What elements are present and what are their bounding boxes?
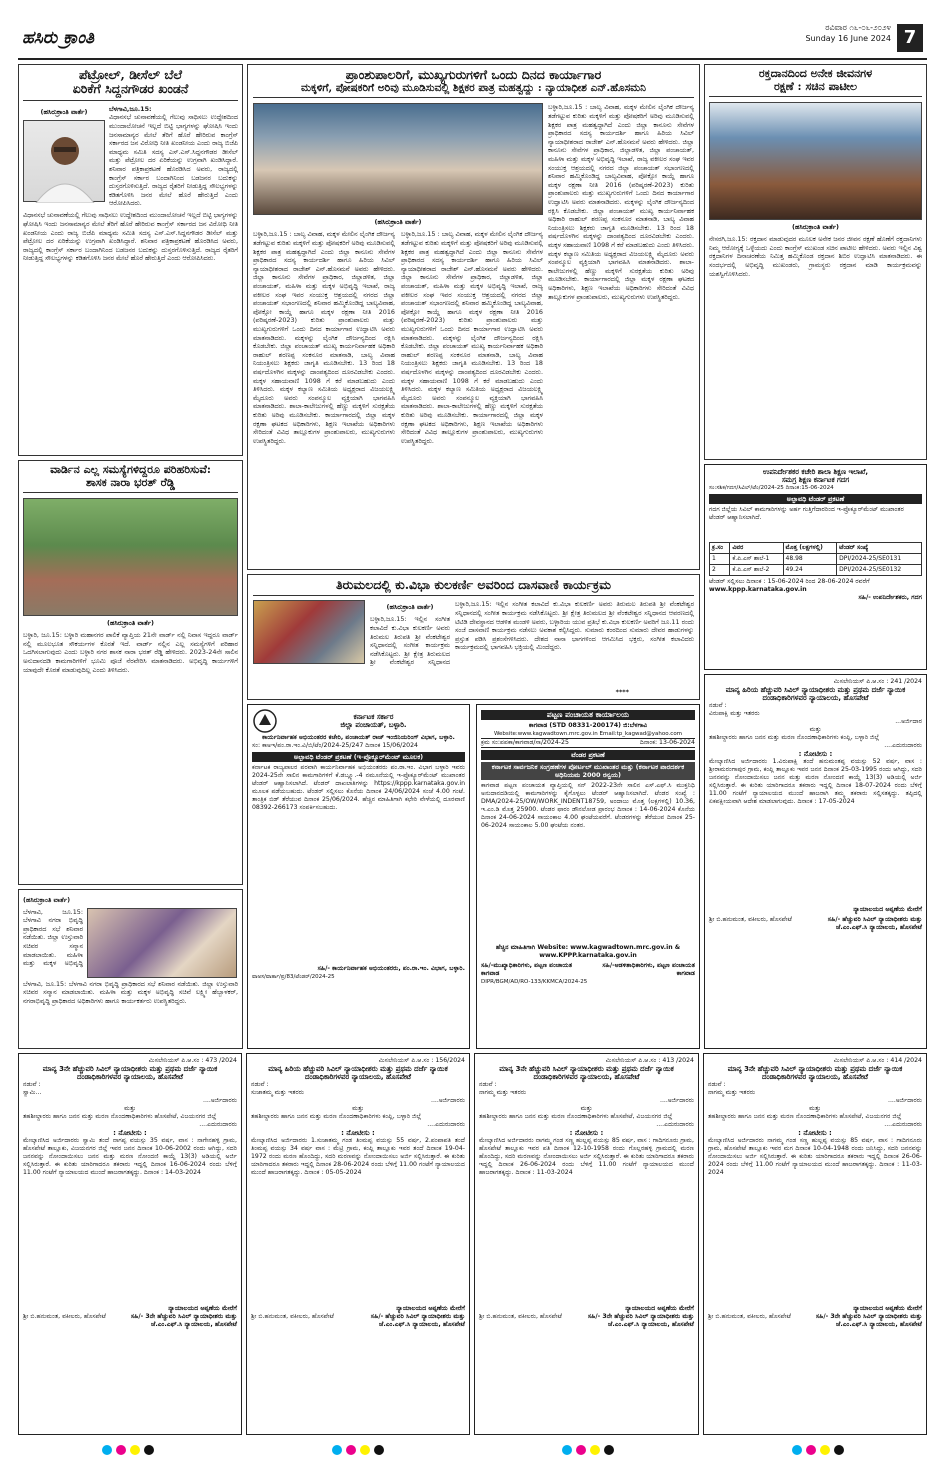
table-cell: 48.98 [783, 554, 837, 565]
article-blood-donation [704, 64, 927, 460]
article-body: ನೇಸರಗಿ,ಜೂ.15: ರಕ್ತದಾನ ಮಾಡುವುದರ ಮೂಲಕ ಅನೇಕ ಜನರ ಜೀವನ ರಕ್ಷಣೆ ಹೊಣೆಗೆ ರಕ್ತದಾನಿಗಳು ನಿಮ್ಮ ಆರೋಗ್ಯಕ್ಕೆ ಒಳ್ಳೆಯದು ಎಂದು ಕಾಂಗ್ರೆಸ್ ಮುಖಂಡ ಸಚಿನ ಪಾಟೀಲ ಹೇಳಿದರು. ಅವರು ಇಲ್ಲಿನ ವಿಶ್ವ ರಕ್ತದಾನಿಗಳ ದಿನಾಚರಣೆಯ ನಿಮಿತ್ತ ಹಮ್ಮಿಕೊಂಡ ರಕ್ತದಾನ ಶಿಬಿರ ಉದ್ಘಾಟಿಸಿ ಮಾತನಾಡಿದರು. ಈ ಸಂದರ್ಭದಲ್ಲಿ ಅಭಿವೃದ್ಧಿ ಮುಖಂಡರು, ಗ್ರಾಮಸ್ಥರು ರಕ್ತದಾನ ಮಾಡಿ ಕಾರ್ಯಕ್ರಮವನ್ನು ಯಶಸ್ವಿಗೊಳಿಸಿದರು. [709, 235, 922, 278]
tender-signature: ಸಹಿ/- ಕಾರ್ಯನಿರ್ವಾಹಕ ಅಭಿಯಂತರರು, ಪಂ.ರಾ.ಇಂ. ವಿಭಾಗ, ಬಳ್ಳಾರಿ. [317, 965, 465, 972]
tender-footer: DIPR/BGM/AD/RO-133/KKMCA/2024-25 [481, 979, 588, 985]
black-dot-icon [604, 1445, 614, 1455]
petitioner: ನಾಗಮ್ಮ ಮತ್ತು ಇತರರು [479, 1089, 527, 1096]
government-emblem-icon [252, 708, 278, 734]
petitioner: ವಿರುಪಾಕ್ಷಿ ಮತ್ತು ಇತರರು [709, 710, 760, 717]
label-and: ಮತ್ತು [580, 1105, 593, 1112]
issue-date [805, 22, 891, 44]
tender-signature: ಸಹಿ/- ಉಪನಿರ್ದೇಶಕರು, ಗದಗ [858, 594, 922, 601]
respondent: ತಹಶೀಲ್ದಾರರು ಹಾಗೂ ಜನನ ಮತ್ತು ಮರಣ ನೊಂದಣಾಧಿಕಾರಿಗಳು ಕಂಪ್ಲಿ, ಬಳ್ಳಾರಿ ಜಿಲ್ಲೆ [251, 1113, 422, 1120]
table-header: ಮೊತ್ತ (ಲಕ್ಷಗಳಲ್ಲಿ) [783, 543, 837, 554]
article-principal [247, 64, 700, 570]
article-headline: ರಕ್ತದಾನದಿಂದ ಅನೇಕ ಜೀವನಗಳ [758, 67, 873, 80]
court-notice-241 [704, 674, 927, 1049]
advocate-sign: ಶ್ರೀ ಬಿ.ಹನುಮಂತ, ವಕೀಲರು, ಹೊಸಪೇಟೆ [708, 1313, 791, 1320]
case-number: ಮಿಸಲೇನಿಯಸ್ ಪಿ.ಆ.ಸಂ : 241 /2024 [833, 678, 922, 685]
notice-body: ಮೇಲ್ಕಾಣಿಸಿದ ಅರ್ಜಿದಾರರು 1.ಸುಜಾತಮ್ಮ ಗಂಡ ತಿಂಮಪ್ಪ ವಯಸ್ಸು 55 ವರ್ಷ, 2.ಪಂಪಾಪತಿ ತಂದೆ ತಿಂಮಪ್ಪ ವಯಸ್ಸು 34 ವರ್ಷ ವಾಸ : ಮೆಟ್ರಿ ಗ್ರಾಮ, ಕಂಪ್ಲಿ ತಾಲ್ಲೂಕು ಇವರ ತಂದೆ ದಿನಾಂಕ 19-04-1972 ರಂದು ಮರಣ ಹೊಂದಿದ್ದು, ಸದರಿ ಮರಣವನ್ನು ನೋಂದಾಯಿಸಲು ಅರ್ಜಿ ಸಲ್ಲಿಸಿರುತ್ತಾರೆ. ಈ ಕುರಿತು ಯಾರಿಗಾದರೂ ತಕರಾರು ಇದ್ದಲ್ಲಿ ದಿನಾಂಕ 28-06-2024 ರಂದು ಬೆಳಿಗ್ಗೆ 11.00 ಗಂಟೆಗೆ ನ್ಯಾಯಾಲಯದ ಮುಂದೆ ಹಾಜರಾಗತಕ್ಕದ್ದು. ದಿನಾಂಕ : 05-05-2024 [251, 1137, 465, 1176]
article-belagavi [18, 889, 243, 1049]
article-body-intro: ವಿಧಾನಸಭೆ ಚುನಾವಣೆಯಲ್ಲಿ ಗೆಲುವು ಸಾಧಿಸಲು ಉದ್ದೇಶದಿಂದ ಮುಂದಾಲೋಚನೆ ಇಲ್ಲದೆ ಬಿಟ್ಟಿ ಭಾಗ್ಯಗಳನ್ನು ಘೋಷಿಸಿ ಇಂದು ಜನಸಾಮಾನ್ಯರ ಮೇಲೆ ತೆರಿಗೆ ಹೊರೆ ಹೇರಿರುವ ಕಾಂಗ್ರೆಸ್ ಸರ್ಕಾರದ ಜನ ವಿರೋಧಿ ನೀತಿ ಖಂಡನೀಯ ಎಂದು ರಾಜ್ಯ ಬಿಜೆಪಿ ಮಾಧ್ಯಮ ಸಮಿತಿ ಸದಸ್ಯ ಎಸ್.ಎಸ್.ಸಿದ್ದನಗೌಡರ ಡೀಸೆಲ್ ಮತ್ತು ಪೆಟ್ರೋಲ ದರ ಏರಿಕೆಯನ್ನು ಉಗ್ರವಾಗಿ ಖಂಡಿಸಿದ್ದಾರೆ. ಶನಿವಾರ ಪತ್ರಿಕಾಪ್ರಕಟಣೆ ಹೊರಡಿಸಿದ ಅವರು, ರಾಜ್ಯದಲ್ಲಿ ಕಾಂಗ್ರೆಸ್ ಸರ್ಕಾರ ಬಂದಾಗಿನಿಂದ ಬಡಜನರ ಬದುಕನ್ನು ದುಸ್ತರಗೊಳಿಸುತ್ತಿದೆ. ರಾಜ್ಯದ ರೈತರಿಗೆ ನೀಡುತ್ತಿದ್ದ ಸೌಲಭ್ಯಗಳನ್ನು ಕಡಿತಗೊಳಿಸಿ ಜನರ ಮೇಲೆ ಹೊರೆ ಹೇರುತ್ತಿದೆ ಎಂದು ಆರೋಪಿಸಿದರು. [109, 113, 238, 208]
judge-sign: ಸಹಿ/- 3ನೇ ಹೆಚ್ಚುವರಿ ಸಿವಿಲ್ ನ್ಯಾಯಾಧೀಶರು ಮತ್ತು ಜೆ.ಎಂ.ಎಫ್.ಸಿ ನ್ಯಾಯಾಲಯ, ಹೊಸಪೇಟೆ [130, 1313, 237, 1328]
table-header: ಟೆಂಡರ್ ಸಂಖ್ಯೆ [837, 543, 922, 554]
article-credit: (ಹಸಿರುಕ್ರಾಂತಿ ವಾರ್ತೆ) [23, 896, 71, 904]
role-applicant: ....ಅರ್ಜಿದಾರರು [887, 1097, 922, 1104]
notice-body: ಮೇಲ್ಕಾಣಿಸಿದ ಅರ್ಜಿದಾರರು ನಾಗಮ್ಮ ಗಂಡ ಸಣ್ಣ ಹುಲ್ಲಪ್ಪ ವಯಸ್ಸು 85 ವರ್ಷ, ವಾಸ : ಗಾದಿಗನೂರು ಗ್ರಾಮ, ಹೊಸಪೇಟೆ ತಾಲ್ಲೂಕು ಇವರ ಮಗ ದಿನಾಂಕ 10-04-1948 ರಂದು ಜನಿಸಿದ್ದು, ಸದರಿ ಜನನವನ್ನು ನೋಂದಾಯಿಸಲು ಅರ್ಜಿ ಸಲ್ಲಿಸಿರುತ್ತಾರೆ. ಈ ಕುರಿತು ಯಾರಿಗಾದರೂ ತಕರಾರು ಇದ್ದಲ್ಲಿ ದಿನಾಂಕ 26-06-2024 ರಂದು ಬೆಳಿಗ್ಗೆ 11.00 ಗಂಟೆಗೆ ನ್ಯಾಯಾಲಯದ ಮುಂದೆ ಹಾಜರಾಗತಕ್ಕದ್ದು. ದಿನಾಂಕ : 11-03-2024 [708, 1137, 922, 1176]
petitioner: ಸ್ವಾಮಿ... [23, 1089, 42, 1096]
article-headline: ಏರಿಕೆಗೆ ಸಿದ್ದನಗೌಡರ ಖಂಡನೆ [23, 82, 238, 100]
tender-heading: ಉಪನಿರ್ದೇಶಕರ ಕಚೇರಿ ಶಾಲಾ ಶಿಕ್ಷಣ ಇಲಾಖೆ, [762, 468, 869, 476]
cyan-dot-icon [102, 1445, 112, 1455]
article-body-col1: ಬಳ್ಳಾರಿ,ಜೂ.15 : ಬಾಲ್ಯ ವಿವಾಹ, ಮಕ್ಕಳ ಮೇಲಿನ ಲೈಂಗಿಕ ದೌರ್ಜನ್ಯ ತಡೆಗಟ್ಟುವ ಕುರಿತು ಮಕ್ಕಳಿಗೆ ಮತ್ತು ಪೋಷಕರಿಗೆ ಅರಿವು ಮೂಡಿಸುವಲ್ಲಿ ಶಿಕ್ಷಕರ ಪಾತ್ರ ಮಹತ್ವದ್ದಾಗಿದೆ ಎಂದು ಜಿಲ್ಲಾ ಕಾನೂನು ಸೇವೆಗಳ ಪ್ರಾಧಿಕಾರದ ಸದಸ್ಯ ಕಾರ್ಯದರ್ಶಿ ಹಾಗೂ ಹಿರಿಯ ಸಿವಿಲ್ ನ್ಯಾಯಾಧೀಶರಾದ ರಾಜೇಶ್ ಎನ್.ಹೊಸಮನೆ ಅವರು ಹೇಳಿದರು. ಜಿಲ್ಲಾ ಕಾನೂನು ಸೇವೆಗಳ ಪ್ರಾಧಿಕಾರ, ಜಿಲ್ಲಾಡಳಿತ, ಜಿಲ್ಲಾ ಪಂಚಾಯತ್, ಮಹಿಳಾ ಮತ್ತು ಮಕ್ಕಳ ಅಭಿವೃದ್ಧಿ ಇಲಾಖೆ, ರಾಜ್ಯ ವಕೀಲರ ಸಂಘ ಇವರ ಸಂಯುಕ್ತ ಆಶ್ರಯದಲ್ಲಿ ನಗರದ ಜಿಲ್ಲಾ ಪಂಚಾಯತ್ ಸಭಾಂಗಣದಲ್ಲಿ ಶನಿವಾರ ಹಮ್ಮಿಕೊಂಡಿದ್ದ ಬಾಲ್ಯವಿವಾಹ, ಪೋಕ್ಸೋ ಕಾಯ್ದೆ ಹಾಗೂ ಮಕ್ಕಳ ರಕ್ಷಣಾ ನೀತಿ 2016 (ಪರಿಷ್ಕರಣೆ-2023) ಕುರಿತು ಪ್ರಾಂಶುಪಾಲರು ಮತ್ತು ಮುಖ್ಯಗುರುಗಳಿಗೆ ಒಂದು ದಿನದ ಕಾರ್ಯಾಗಾರ ಉದ್ಘಾಟಿಸಿ ಅವರು ಮಾತನಾಡಿದರು. ಮಕ್ಕಳನ್ನು ಲೈಂಗಿಕ ದೌರ್ಜನ್ಯದಿಂದ ರಕ್ಷಿಸಿ ಕೊಡಬೇಕು. ಜಿಲ್ಲಾ ಪಂಚಾಯತ್ ಮುಖ್ಯ ಕಾರ್ಯನಿರ್ವಾಹಕ ಅಧಿಕಾರಿ ರಾಹುಲ್ ಶರಣಪ್ಪ ಸಂಕನೂರ ಮಾತನಾಡಿ, ಬಾಲ್ಯ ವಿವಾಹ ನಿಯಂತ್ರಿಸಲು ಶಿಕ್ಷಕರು ಜಾಗೃತಿ ಮೂಡಿಸಬೇಕು. 13 ರಿಂದ 18 ವರ್ಷದೊಳಗಿನ ಮಕ್ಕಳನ್ನು ದಾಂಪತ್ಯದಿಂದ ದೂರವಿಡಬೇಕು ಎಂದರು. ಮಕ್ಕಳ ಸಹಾಯವಾಣಿ 1098 ಗೆ ಕರೆ ಮಾಡಬಹುದು ಎಂದು ತಿಳಿಸಿದರು. ಮಕ್ಕಳ ಕಲ್ಯಾಣ ಸಮಿತಿಯ ಅಧ್ಯಕ್ಷರಾದ ವಿಜಯಲಕ್ಷ್ಮಿ ಮೈದೂರು ಅವರು ಸಂಪನ್ಮೂಲ ವ್ಯಕ್ತಿಯಾಗಿ ಭಾಗವಹಿಸಿ ಮಾತನಾಡಿದರು. ಶಾಲಾ-ಕಾಲೇಜುಗಳಲ್ಲಿ ಹೆಣ್ಣು ಮಕ್ಕಳಿಗೆ ಸುರಕ್ಷತೆಯ ಕುರಿತು ಅರಿವು ಮೂಡಿಸಬೇಕು. ಕಾರ್ಯಾಗಾರದಲ್ಲಿ ಜಿಲ್ಲಾ ಮಕ್ಕಳ ರಕ್ಷಣಾ ಘಟಕದ ಅಧಿಕಾರಿಗಳು, ಶಿಕ್ಷಣ ಇಲಾಖೆಯ ಅಧಿಕಾರಿಗಳು ಸೇರಿದಂತೆ ವಿವಿಧ ತಾಲ್ಲೂಕುಗಳ ಪ್ರಾಂಶುಪಾಲರು, ಮುಖ್ಯಗುರುಗಳು ಉಪಸ್ಥಿತರಿದ್ದರು. [253, 230, 395, 445]
cyan-dot-icon [332, 1445, 342, 1455]
tender-school-education [704, 464, 927, 670]
label-between: ನಡುವೆ : [23, 1081, 41, 1088]
page-number: 7 [897, 24, 923, 52]
label-between: ನಡುವೆ : [708, 1081, 726, 1088]
magenta-dot-icon [576, 1445, 586, 1455]
role-applicant: ....ಅರ್ಜಿದಾರರು [202, 1097, 237, 1104]
case-number: ಮಿಸಲೇನಿಯಸ್ ಪಿ.ಆ.ಸಂ : 414 /2024 [833, 1057, 922, 1064]
article-headline: ತಿರುಮಲದಲ್ಲಿ ಕು.ವಿಭಾ ಕುಲಕರ್ಣಿ ಅವರಿಂದ ದಾಸವಾಣಿ ಕಾರ್ಯಕ್ರಮ [253, 578, 694, 596]
table-cell: DPI/2024-25/SE0132 [837, 565, 922, 576]
article-credit: (ಹಸಿರುಕ್ರಾಂತಿ ವಾರ್ತೆ) [791, 223, 840, 232]
notice-body: ಮೇಲ್ಕಾಣಿಸಿದ ಅರ್ಜಿದಾರರು ನಾಗಮ್ಮ ಗಂಡ ಸಣ್ಣ ಹುಲ್ಲಪ್ಪ ವಯಸ್ಸು 85 ವರ್ಷ, ವಾಸ : ಗಾದಿಗನೂರು ಗ್ರಾಮ, ಹೊಸಪೇಟೆ ತಾಲ್ಲೂಕು ಇವರ ಪತಿ ದಿನಾಂಕ 12-10-1958 ರಂದು ಗೊಲ್ಲರಹಳ್ಳಿ ಗ್ರಾಮದಲ್ಲಿ ಮರಣ ಹೊಂದಿದ್ದು, ಸದರಿ ಮರಣವನ್ನು ನೋಂದಾಯಿಸಲು ಅರ್ಜಿ ಸಲ್ಲಿಸಿರುತ್ತಾರೆ. ಈ ಕುರಿತು ಯಾರಿಗಾದರೂ ತಕರಾರು ಇದ್ದಲ್ಲಿ ದಿನಾಂಕ 26-06-2024 ರಂದು ಬೆಳಿಗ್ಗೆ 11.00 ಗಂಟೆಗೆ ನ್ಯಾಯಾಲಯದ ಮುಂದೆ ಹಾಜರಾಗತಕ್ಕದ್ದು. ದಿನಾಂಕ : 11-03-2024 [479, 1137, 694, 1176]
masthead [18, 20, 927, 60]
article-subheadline: ಮಕ್ಕಳಿಗೆ, ಪೋಷಕರಿಗೆ ಅರಿವು ಮೂಡಿಸುವಲ್ಲಿ ಶಿಕ್ಷಕರ ಪಾತ್ರ ಮಹತ್ವದ್ದು : ನ್ಯಾಯಾಧೀಶ ಎನ್.ಹೊಸಮನಿ [253, 82, 694, 98]
respondent: ತಹಶೀಲ್ದಾರರು ಹಾಗೂ ಜನನ ಮತ್ತು ಮರಣ ನೊಂದಣಾಧಿಕಾರಿಗಳು ಕಂಪ್ಲಿ, ಬಳ್ಳಾರಿ ಜಿಲ್ಲೆ [709, 734, 880, 741]
table-cell: 49.24 [783, 565, 837, 576]
article-body: ವಿಧಾನಸಭೆ ಚುನಾವಣೆಯಲ್ಲಿ ಗೆಲುವು ಸಾಧಿಸಲು ಉದ್ದೇಶದಿಂದ ಮುಂದಾಲೋಚನೆ ಇಲ್ಲದೆ ಬಿಟ್ಟಿ ಭಾಗ್ಯಗಳನ್ನು ಘೋಷಿಸಿ ಇಂದು ಜನಸಾಮಾನ್ಯರ ಮೇಲೆ ತೆರಿಗೆ ಹೊರೆ ಹೇರಿರುವ ಕಾಂಗ್ರೆಸ್ ಸರ್ಕಾರದ ಜನ ವಿರೋಧಿ ನೀತಿ ಖಂಡನೀಯ ಎಂದು ರಾಜ್ಯ ಬಿಜೆಪಿ ಮಾಧ್ಯಮ ಸಮಿತಿ ಸದಸ್ಯ ಎಸ್.ಎಸ್.ಸಿದ್ದನಗೌಡರ ಡೀಸೆಲ್ ಮತ್ತು ಪೆಟ್ರೋಲ ದರ ಏರಿಕೆಯನ್ನು ಉಗ್ರವಾಗಿ ಖಂಡಿಸಿದ್ದಾರೆ. ಶನಿವಾರ ಪತ್ರಿಕಾಪ್ರಕಟಣೆ ಹೊರಡಿಸಿದ ಅವರು, ರಾಜ್ಯದಲ್ಲಿ ಕಾಂಗ್ರೆಸ್ ಸರ್ಕಾರ ಬಂದಾಗಿನಿಂದ ಬಡಜನರ ಬದುಕನ್ನು ದುಸ್ತರಗೊಳಿಸುತ್ತಿದೆ. ರಾಜ್ಯದ ರೈತರಿಗೆ ನೀಡುತ್ತಿದ್ದ ಸೌಲಭ್ಯಗಳನ್ನು ಕಡಿತಗೊಳಿಸಿ ಜನರ ಮೇಲೆ ಹೊರೆ ಹೇರುತ್ತಿದೆ ಎಂದು ಆರೋಪಿಸಿದರು. [23, 211, 238, 263]
magenta-dot-icon [116, 1445, 126, 1455]
tender-banner-2: ಕರ್ನಾಟಕ ಸಾರ್ವಜನಿಕ ಸಂಗ್ರಹಣೆಗಳ ಪೋರ್ಟಲ್ ಮುಖಾಂತರ ಮತ್ತು (ಕರ್ನಾಟಕ ಪಾರದರ್ಶಕ ಅಧಿನಿಯಮ 2000 ರನ್ವಯ) [481, 762, 695, 780]
article-headline: ಪೆಟ್ರೋಲ್, ಡೀಸೆಲ್ ಬೆಲೆ [79, 67, 182, 82]
order-by: ನ್ಯಾಯಾಲಯದ ಅಪ್ಪಣೆಯ ಮೇರೆಗೆ [853, 906, 922, 913]
label-and: ಮತ್ತು [809, 1105, 821, 1112]
case-number: ಮಿಸಲೇನಿಯಸ್ ಪಿ.ಆ.ಸಂ : 413 /2024 [605, 1057, 694, 1064]
court-notice-414 [703, 1053, 927, 1435]
order-by: ನ್ಯಾಯಾಲಯದ ಅಪ್ಪಣೆಯ ಮೇರೆಗೆ [625, 1305, 694, 1312]
printer-registration-marks [0, 1440, 945, 1454]
label-and: ಮತ್ತು [352, 1105, 364, 1112]
tender-website: www.kppp.karnataka.gov.in [709, 586, 807, 593]
tender-intro: ಗದಗ ಜಿಲ್ಲೆಯ ಸಿವಿಲ್ ಕಾಮಗಾರಿಗಳನ್ನು ಅರ್ಹ ಗುತ್ತಿಗೆದಾರರಿಂದ ಇ-ಪ್ರೊಕ್ಯೂರ್‌ಮೆಂಟ್ ಮುಖಾಂತರ ಟೆಂಡರ್ ಆಹ್ವಾನಿಸಲಾಗಿದೆ. [709, 506, 904, 521]
registration-dots [790, 1440, 846, 1459]
tender-ref: ಕ್ರಮ ಸಂ:ಪಪಕಾ/ಕಾಗವಾಡ/ಸಾ/2024-25 [481, 739, 569, 746]
black-dot-icon [144, 1445, 154, 1455]
article-headline: ವಾರ್ಡಿನ ಎಲ್ಲ ಸಮಸ್ಯೆಗಳಿದ್ದರೂ ಪರಿಹರಿಸುವೆ: [50, 463, 211, 476]
article-body-intro: ಬಳ್ಳಾರಿ,ಜೂ.15: ಇಲ್ಲಿನ ಸಂಗೀತ ಕಲಾವಿದೆ ಕು.ವಿಭಾ ಕುಲಕರ್ಣಿ ಅವರು ತಿರುಮಲ ತಿರುಪತಿ ಶ್ರೀ ವೆಂಕಟೇಶ್ವರ ಸನ್ನಿಧಾನದಲ್ಲಿ ಸಂಗೀತ ಕಾರ್ಯಕ್ರಮ ನಡೆಸಿಕೊಟ್ಟರು. ಶ್ರೀ ಕ್ಷೇತ್ರ ತಿರುಮಲದ ಶ್ರೀ ವೆಂಕಟೇಶ್ವರ ಸನ್ನಿಧಾನದ [370, 615, 450, 667]
registration-dots [100, 1440, 156, 1459]
role-applicant: ...ಅರ್ಜಿದಾರ [895, 718, 922, 725]
order-by: ನ್ಯಾಯಾಲಯದ ಅಪ್ಪಣೆಯ ಮೇರೆಗೆ [853, 1305, 922, 1312]
tirumala-photo [253, 600, 365, 664]
table-cell: ಕೆ.ಪಿ.ಎಸ್ ಶಾಲೆ-1 [730, 554, 783, 565]
role-respondent: ....ಎದುರುದಾರರು [427, 1121, 465, 1128]
article-headline: ರಕ್ಷಣೆ : ಸಚಿನ ಪಾಟೀಲ [709, 81, 922, 98]
article-body-col3: ಬಳ್ಳಾರಿ,ಜೂ.15 : ಬಾಲ್ಯ ವಿವಾಹ, ಮಕ್ಕಳ ಮೇಲಿನ ಲೈಂಗಿಕ ದೌರ್ಜನ್ಯ ತಡೆಗಟ್ಟುವ ಕುರಿತು ಮಕ್ಕಳಿಗೆ ಮತ್ತು ಪೋಷಕರಿಗೆ ಅರಿವು ಮೂಡಿಸುವಲ್ಲಿ ಶಿಕ್ಷಕರ ಪಾತ್ರ ಮಹತ್ವದ್ದಾಗಿದೆ ಎಂದು ಜಿಲ್ಲಾ ಕಾನೂನು ಸೇವೆಗಳ ಪ್ರಾಧಿಕಾರದ ಸದಸ್ಯ ಕಾರ್ಯದರ್ಶಿ ಹಾಗೂ ಹಿರಿಯ ಸಿವಿಲ್ ನ್ಯಾಯಾಧೀಶರಾದ ರಾಜೇಶ್ ಎನ್.ಹೊಸಮನೆ ಅವರು ಹೇಳಿದರು. ಜಿಲ್ಲಾ ಕಾನೂನು ಸೇವೆಗಳ ಪ್ರಾಧಿಕಾರ, ಜಿಲ್ಲಾಡಳಿತ, ಜಿಲ್ಲಾ ಪಂಚಾಯತ್, ಮಹಿಳಾ ಮತ್ತು ಮಕ್ಕಳ ಅಭಿವೃದ್ಧಿ ಇಲಾಖೆ, ರಾಜ್ಯ ವಕೀಲರ ಸಂಘ ಇವರ ಸಂಯುಕ್ತ ಆಶ್ರಯದಲ್ಲಿ ನಗರದ ಜಿಲ್ಲಾ ಪಂಚಾಯತ್ ಸಭಾಂಗಣದಲ್ಲಿ ಶನಿವಾರ ಹಮ್ಮಿಕೊಂಡಿದ್ದ ಬಾಲ್ಯವಿವಾಹ, ಪೋಕ್ಸೋ ಕಾಯ್ದೆ ಹಾಗೂ ಮಕ್ಕಳ ರಕ್ಷಣಾ ನೀತಿ 2016 (ಪರಿಷ್ಕರಣೆ-2023) ಕುರಿತು ಪ್ರಾಂಶುಪಾಲರು ಮತ್ತು ಮುಖ್ಯಗುರುಗಳಿಗೆ ಒಂದು ದಿನದ ಕಾರ್ಯಾಗಾರ ಉದ್ಘಾಟಿಸಿ ಅವರು ಮಾತನಾಡಿದರು. ಮಕ್ಕಳನ್ನು ಲೈಂಗಿಕ ದೌರ್ಜನ್ಯದಿಂದ ರಕ್ಷಿಸಿ ಕೊಡಬೇಕು. ಜಿಲ್ಲಾ ಪಂಚಾಯತ್ ಮುಖ್ಯ ಕಾರ್ಯನಿರ್ವಾಹಕ ಅಧಿಕಾರಿ ರಾಹುಲ್ ಶರಣಪ್ಪ ಸಂಕನೂರ ಮಾತನಾಡಿ, ಬಾಲ್ಯ ವಿವಾಹ ನಿಯಂತ್ರಿಸಲು ಶಿಕ್ಷಕರು ಜಾಗೃತಿ ಮೂಡಿಸಬೇಕು. 13 ರಿಂದ 18 ವರ್ಷದೊಳಗಿನ ಮಕ್ಕಳನ್ನು ದಾಂಪತ್ಯದಿಂದ ದೂರವಿಡಬೇಕು ಎಂದರು. ಮಕ್ಕಳ ಸಹಾಯವಾಣಿ 1098 ಗೆ ಕರೆ ಮಾಡಬಹುದು ಎಂದು ತಿಳಿಸಿದರು. ಮಕ್ಕಳ ಕಲ್ಯಾಣ ಸಮಿತಿಯ ಅಧ್ಯಕ್ಷರಾದ ವಿಜಯಲಕ್ಷ್ಮಿ ಮೈದೂರು ಅವರು ಸಂಪನ್ಮೂಲ ವ್ಯಕ್ತಿಯಾಗಿ ಭಾಗವಹಿಸಿ ಮಾತನಾಡಿದರು. ಶಾಲಾ-ಕಾಲೇಜುಗಳಲ್ಲಿ ಹೆಣ್ಣು ಮಕ್ಕಳಿಗೆ ಸುರಕ್ಷತೆಯ ಕುರಿತು ಅರಿವು ಮೂಡಿಸಬೇಕು. ಕಾರ್ಯಾಗಾರದಲ್ಲಿ ಜಿಲ್ಲಾ ಮಕ್ಕಳ ರಕ್ಷಣಾ ಘಟಕದ ಅಧಿಕಾರಿಗಳು, ಶಿಕ್ಷಣ ಇಲಾಖೆಯ ಅಧಿಕಾರಿಗಳು ಸೇರಿದಂತೆ ವಿವಿಧ ತಾಲ್ಲೂಕುಗಳ ಪ್ರಾಂಶುಪಾಲರು, ಮುಖ್ಯಗುರುಗಳು ಉಪಸ್ಥಿತರಿದ್ದರು. [548, 103, 694, 301]
tender-heading: ಕರ್ನಾಟಕ ಸರ್ಕಾರ [353, 713, 394, 721]
article-credit: (ಹಸಿರುಕ್ರಾಂತಿ ವಾರ್ತೆ) [40, 107, 88, 116]
notice-title: : ನೋಟೀಸು : [341, 1129, 375, 1137]
person-portrait-icon [24, 121, 106, 203]
tender-heading: ಜಿಲ್ಲಾ ಪಂಚಾಯತ್, ಬಳ್ಳಾರಿ. [340, 721, 407, 729]
article-body: ಬೆಳಗಾವಿ, ಜೂ.15: ಬೆಳಗಾವಿ ನಗರಾ ಭಿವೃದ್ಧಿ ಪ್ರಾಧಿಕಾರದ ಸಭೆ ಶನಿವಾರ ನಡೆಯಿತು. ಜಿಲ್ಲಾ ಉಸ್ತುವಾರಿ ಸಚಿವರ ಸನ್ಮಾನ ಮಾಡಲಾಯಿತು. ಮಹಿಳಾ ಮತ್ತು ಮಕ್ಕಳ ಅಭಿವೃದ್ಧಿ ಸಚಿವೆ ಲಕ್ಷ್ಮೀ ಹೆಬ್ಬಾಳಕರ್, ನಗರಾಭಿವೃದ್ಧಿ ಪ್ರಾಧಿಕಾರದ ಅಧಿಕಾರಿಗಳು ಹಾಗೂ ಕಾರ್ಯಕರ್ತರು ಉಪಸ್ಥಿತರಿದ್ದರು. [23, 979, 238, 1005]
magenta-dot-icon [806, 1445, 816, 1455]
article-body-col2: ಬಳ್ಳಾರಿ,ಜೂ.15 : ಬಾಲ್ಯ ವಿವಾಹ, ಮಕ್ಕಳ ಮೇಲಿನ ಲೈಂಗಿಕ ದೌರ್ಜನ್ಯ ತಡೆಗಟ್ಟುವ ಕುರಿತು ಮಕ್ಕಳಿಗೆ ಮತ್ತು ಪೋಷಕರಿಗೆ ಅರಿವು ಮೂಡಿಸುವಲ್ಲಿ ಶಿಕ್ಷಕರ ಪಾತ್ರ ಮಹತ್ವದ್ದಾಗಿದೆ ಎಂದು ಜಿಲ್ಲಾ ಕಾನೂನು ಸೇವೆಗಳ ಪ್ರಾಧಿಕಾರದ ಸದಸ್ಯ ಕಾರ್ಯದರ್ಶಿ ಹಾಗೂ ಹಿರಿಯ ಸಿವಿಲ್ ನ್ಯಾಯಾಧೀಶರಾದ ರಾಜೇಶ್ ಎನ್.ಹೊಸಮನೆ ಅವರು ಹೇಳಿದರು. ಜಿಲ್ಲಾ ಕಾನೂನು ಸೇವೆಗಳ ಪ್ರಾಧಿಕಾರ, ಜಿಲ್ಲಾಡಳಿತ, ಜಿಲ್ಲಾ ಪಂಚಾಯತ್, ಮಹಿಳಾ ಮತ್ತು ಮಕ್ಕಳ ಅಭಿವೃದ್ಧಿ ಇಲಾಖೆ, ರಾಜ್ಯ ವಕೀಲರ ಸಂಘ ಇವರ ಸಂಯುಕ್ತ ಆಶ್ರಯದಲ್ಲಿ ನಗರದ ಜಿಲ್ಲಾ ಪಂಚಾಯತ್ ಸಭಾಂಗಣದಲ್ಲಿ ಶನಿವಾರ ಹಮ್ಮಿಕೊಂಡಿದ್ದ ಬಾಲ್ಯವಿವಾಹ, ಪೋಕ್ಸೋ ಕಾಯ್ದೆ ಹಾಗೂ ಮಕ್ಕಳ ರಕ್ಷಣಾ ನೀತಿ 2016 (ಪರಿಷ್ಕರಣೆ-2023) ಕುರಿತು ಪ್ರಾಂಶುಪಾಲರು ಮತ್ತು ಮುಖ್ಯಗುರುಗಳಿಗೆ ಒಂದು ದಿನದ ಕಾರ್ಯಾಗಾರ ಉದ್ಘಾಟಿಸಿ ಅವರು ಮಾತನಾಡಿದರು. ಮಕ್ಕಳನ್ನು ಲೈಂಗಿಕ ದೌರ್ಜನ್ಯದಿಂದ ರಕ್ಷಿಸಿ ಕೊಡಬೇಕು. ಜಿಲ್ಲಾ ಪಂಚಾಯತ್ ಮುಖ್ಯ ಕಾರ್ಯನಿರ್ವಾಹಕ ಅಧಿಕಾರಿ ರಾಹುಲ್ ಶರಣಪ್ಪ ಸಂಕನೂರ ಮಾತನಾಡಿ, ಬಾಲ್ಯ ವಿವಾಹ ನಿಯಂತ್ರಿಸಲು ಶಿಕ್ಷಕರು ಜಾಗೃತಿ ಮೂಡಿಸಬೇಕು. 13 ರಿಂದ 18 ವರ್ಷದೊಳಗಿನ ಮಕ್ಕಳನ್ನು ದಾಂಪತ್ಯದಿಂದ ದೂರವಿಡಬೇಕು ಎಂದರು. ಮಕ್ಕಳ ಸಹಾಯವಾಣಿ 1098 ಗೆ ಕರೆ ಮಾಡಬಹುದು ಎಂದು ತಿಳಿಸಿದರು. ಮಕ್ಕಳ ಕಲ್ಯಾಣ ಸಮಿತಿಯ ಅಧ್ಯಕ್ಷರಾದ ವಿಜಯಲಕ್ಷ್ಮಿ ಮೈದೂರು ಅವರು ಸಂಪನ್ಮೂಲ ವ್ಯಕ್ತಿಯಾಗಿ ಭಾಗವಹಿಸಿ ಮಾತನಾಡಿದರು. ಶಾಲಾ-ಕಾಲೇಜುಗಳಲ್ಲಿ ಹೆಣ್ಣು ಮಕ್ಕಳಿಗೆ ಸುರಕ್ಷತೆಯ ಕುರಿತು ಅರಿವು ಮೂಡಿಸಬೇಕು. ಕಾರ್ಯಾಗಾರದಲ್ಲಿ ಜಿಲ್ಲಾ ಮಕ್ಕಳ ರಕ್ಷಣಾ ಘಟಕದ ಅಧಿಕಾರಿಗಳು, ಶಿಕ್ಷಣ ಇಲಾಖೆಯ ಅಧಿಕಾರಿಗಳು ಸೇರಿದಂತೆ ವಿವಿಧ ತಾಲ್ಲೂಕುಗಳ ಪ್ರಾಂಶುಪಾಲರು, ಮುಖ್ಯಗುರುಗಳು ಉಪಸ್ಥಿತರಿದ್ದರು. [401, 230, 543, 445]
court-notice-156 [246, 1053, 470, 1435]
yellow-dot-icon [360, 1445, 370, 1455]
article-petrol [18, 64, 243, 456]
yellow-dot-icon [590, 1445, 600, 1455]
article-dateline: ಬೆಳಗಾವಿ,ಜೂ.15: [109, 104, 152, 113]
judge-sign: ಸಹಿ/- 3ನೇ ಹೆಚ್ಚುವರಿ ಸಿವಿಲ್ ನ್ಯಾಯಾಧೀಶರು ಮತ್ತು ಜೆ.ಎಂ.ಎಫ್.ಸಿ ನ್ಯಾಯಾಲಯ, ಹೊಸಪೇಟೆ [587, 1313, 694, 1328]
table-cell: DPI/2024-25/SE0131 [837, 554, 922, 565]
label-and: ಮತ್ತು [809, 726, 822, 733]
table-cell: 1 [710, 554, 730, 565]
table-cell: 2 [710, 565, 730, 576]
tender-office: ಕಾರ್ಯನಿರ್ವಾಹಕ ಅಭಿಯಂತರರ ಕಚೇರಿ, ಪಂಚಾಯತ್ ರಾಜ್ ಇಂಜಿನಿಯರಿಂಗ್ ವಿಭಾಗ, ಬಳ್ಳಾರಿ. [262, 734, 455, 741]
tender-banner: ಟೆಂಡರ ಪ್ರಕಟಣೆ [481, 750, 695, 760]
portrait-photo [23, 120, 105, 202]
petitioner: ನಾಗಮ್ಮ ಮತ್ತು ಇತರರು [708, 1089, 756, 1096]
label-between: ನಡುವೆ : [709, 702, 727, 709]
registration-dots [330, 1440, 386, 1459]
court-heading: ಮಾನ್ಯ ಹಿರಿಯ ಹೆಚ್ಚುವರಿ ಸಿವಿಲ್ ನ್ಯಾಯಾಧೀಶರು ಮತ್ತು ಪ್ರಥಮ ದರ್ಜೆ ನ್ಯಾಯಿಕ ದಂಡಾಧಿಕಾರಿಗಳವರ ನ್ಯಾಯಾಲಯ, ಹೊಸಪೇಟೆ [268, 1065, 448, 1081]
label-between: ನಡುವೆ : [479, 1081, 497, 1088]
yellow-dot-icon [820, 1445, 830, 1455]
court-heading: ಮಾನ್ಯ ಹಿರಿಯ ಹೆಚ್ಚುವರಿ ಸಿವಿಲ್ ನ್ಯಾಯಾಧೀಶರು ಮತ್ತು ಪ್ರಥಮ ದರ್ಜೆ ನ್ಯಾಯಿಕ ದಂಡಾಧಿಕಾರಿಗಳವರ ನ್ಯಾಯಾಲಯ, ಹೊಸಪೇಟೆ [725, 686, 906, 702]
role-applicant: ....ಅರ್ಜಿದಾರರು [659, 1097, 694, 1104]
notice-body: ಮೇಲ್ಕಾಣಿಸಿದ ಅರ್ಜಿದಾರರು ಸ್ವಾಮಿ ತಂದೆ ನಾಗಪ್ಪ ವಯಸ್ಸು 35 ವರ್ಷ, ವಾಸ : ನಾಗೇನಹಳ್ಳಿ ಗ್ರಾಮ, ಹೊಸಪೇಟೆ ತಾಲ್ಲೂಕು, ವಿಜಯನಗರ ಜಿಲ್ಲೆ ಇವರ ಜನನ ದಿನಾಂಕ 10-06-2002 ರಂದು ಆಗಿದ್ದು, ಸದರಿ ಜನನವನ್ನು ನೋಂದಾಯಿಸಲು ಜನನ ಮತ್ತು ಮರಣ ನೋಂದಣಿ ಕಾಯ್ದೆ 13(3) ಅಡಿಯಲ್ಲಿ ಅರ್ಜಿ ಸಲ್ಲಿಸಿರುತ್ತಾರೆ. ಈ ಕುರಿತು ಯಾರಿಗಾದರೂ ತಕರಾರು ಇದ್ದಲ್ಲಿ ದಿನಾಂಕ 16-06-2024 ರಂದು ಬೆಳಿಗ್ಗೆ 11.00 ಗಂಟೆಗೆ ನ್ಯಾಯಾಲಯದ ಮುಂದೆ ಹಾಜರಾಗತಕ್ಕದ್ದು. ದಿನಾಂಕ : 14-03-2024 [23, 1137, 237, 1176]
table-row [710, 565, 922, 576]
label-and: ಮತ್ತು [124, 1105, 136, 1112]
tender-date: ದಿನಾಂಕ: 13-06-2024 [639, 739, 695, 746]
advocate-sign: ಶ್ರೀ ಬಿ.ಹನುಮಂತ, ವಕೀಲರು, ಹೊಸಪೇಟೆ [251, 1313, 334, 1320]
table-row [710, 554, 922, 565]
respondent: ತಹಶೀಲ್ದಾರರು ಹಾಗೂ ಜನನ ಮತ್ತು ಮರಣ ನೊಂದಣಾಧಿಕಾರಿಗಳು ಹೊಸಪೇಟೆ, ವಿಜಯನಗರ ಜಿಲ್ಲೆ [23, 1113, 217, 1120]
role-respondent: ....ಎದುರುದಾರರು [656, 1121, 694, 1128]
tender-signature-right: ಸಹಿ/-ಆಡಳಿತಾಧಿಕಾರಿಗಳು, ಪಟ್ಟಣ ಪಂಚಾಯತ ಕಾಗವಾಡ [602, 962, 695, 977]
workshop-photo [253, 103, 543, 215]
table-header: ವಿವರ [730, 543, 783, 554]
tender-town-panchayat [476, 704, 700, 1049]
court-notice-473 [18, 1053, 242, 1435]
tender-ref: ಸಂ:ಸಶಿಕ/ಗದಗ/ಸಿವಿಲ್/ಟೆಂ/2024-25 ದಿನಾಂಕ:15-06-2024 [709, 485, 834, 491]
article-body: ಬಳ್ಳಾರಿ, ಜೂ.15: ಬಳ್ಳಾರಿ ಮಹಾನಗರ ಪಾಲಿಕೆ ವ್ಯಾಪ್ತಿಯ 21ನೇ ವಾರ್ಡ್ ನಲ್ಲಿ ನಿವಾಸ ಇದ್ದರೂ ವಾರ್ಡ್ ನಲ್ಲಿ ಮೂಲಭೂತ ಸೌಕರ್ಯಗಳ ಕೊರತೆ ಇದೆ. ವಾರ್ಡ್ ನಲ್ಲಿನ ಎಲ್ಲ ಸಮಸ್ಯೆಗಳಿಗೆ ಪರಿಹಾರ ಒದಗಿಸಲಾಗುವುದು ಎಂದು ಬಳ್ಳಾರಿ ನಗರ ಶಾಸಕ ನಾರಾ ಭರತ್ ರೆಡ್ಡಿ ಹೇಳಿದರು. 2023-24ನೇ ಸಾಲಿನ ಅನುದಾನದಡಿ ಕಾಮಗಾರಿಗಳಿಗೆ ಭೂಮಿ ಪೂಜೆ ನೆರವೇರಿಸಿ ಮಾತನಾಡಿದರು. ಅಭಿವೃದ್ಧಿ ಕಾರ್ಯಗಳಿಗೆ ಯಾವುದೇ ಕೊರತೆ ಮಾಡುವುದಿಲ್ಲ ಎಂದು ತಿಳಿಸಿದರು. [23, 631, 238, 674]
yellow-dot-icon [130, 1445, 140, 1455]
tender-heading: ಸಮಗ್ರ ಶಿಕ್ಷಣ ಕರ್ನಾಟಕ ಗದಗ [781, 476, 850, 484]
case-number: ಮಿಸಲೇನಿಯಸ್ ಪಿ.ಆ.ಸಂ : 156/2024 [378, 1057, 465, 1064]
cyan-dot-icon [792, 1445, 802, 1455]
label-between: ನಡುವೆ : [251, 1081, 269, 1088]
judge-sign: ಸಹಿ/- 3ನೇ ಹೆಚ್ಚುವರಿ ಸಿವಿಲ್ ನ್ಯಾಯಾಧೀಶರು ಮತ್ತು ಜೆ.ಎಂ.ಎಫ್.ಸಿ ನ್ಯಾಯಾಲಯ, ಹೊಸಪೇಟೆ [815, 1313, 922, 1328]
cyan-dot-icon [562, 1445, 572, 1455]
article-ward [18, 460, 243, 885]
court-heading: ಮಾನ್ಯ 3ನೇ ಹೆಚ್ಚುವರಿ ಸಿವಿಲ್ ನ್ಯಾಯಾಧೀಶರು ಮತ್ತು ಪ್ರಥಮ ದರ್ಜೆ ನ್ಯಾಯಿಕ ದಂಡಾಧಿಕಾರಿಗಳವರ ನ್ಯಾಯಾಲಯ, ಹೊಸಪೇಟೆ [42, 1065, 218, 1081]
tender-heading: ಪಟ್ಟಣ ಪಂಚಾಯತ ಕಾರ್ಯಾಲಯ [481, 710, 695, 720]
tender-table [709, 542, 922, 576]
article-end-stars: **** [615, 688, 629, 697]
role-applicant: ....ಅರ್ಜಿದಾರರು [430, 1097, 465, 1104]
table-header: ಕ್ರ.ಸಂ [710, 543, 730, 554]
tender-web: Website:www.kagwadtown.mrc.gov.in Email:tp_kagwad@yahoo.com [493, 731, 683, 737]
tender-banner: ಅಲ್ಪಾವಧಿ ಟೆಂಡರ್ ಪ್ರಕಟಣೆ (ಇ-ಪ್ರೊಕ್ಯೂರ್‌ಮೆಂಟ್ ಮೂಲಕ) [252, 752, 465, 762]
ward-event-photo [23, 498, 238, 616]
tender-body: ಕಾಗವಾಡ ಪಟ್ಟಣ ಪಂಚಾಯತ ವ್ಯಾಪ್ತಿಯಲ್ಲಿ ಸನ್ 2022-23ನೇ ಸಾಲಿನ ಎಸ್.ಎಫ್.ಸಿ ಮುಕ್ತನಿಧಿ ಅನುದಾನದಡಿಯಲ್ಲಿ ಕಾಮಗಾರಿಗಳನ್ನು ಕೈಗೊಳ್ಳಲು ಟೆಂಡರ್ ಆಹ್ವಾನಿಸಲಾಗಿದೆ. ಟೆಂಡರ ಸಂಖ್ಯೆ : DMA/2024-25/OW/WORK_INDENT18759, ಅಂದಾಜು ಮೊತ್ತ (ಲಕ್ಷಗಳಲ್ಲಿ) 10.36, ಇ.ಎಂ.ಡಿ ಮೊತ್ತ 25900. ಟೆಂಡರ ಫಾರಂ ಡೌನಲೋಡ ಪ್ರಾರಂಭ ದಿನಾಂಕ : 14-06-2024 ಕೊನೆಯ ದಿನಾಂಕ 24-06-2024 ಸಾಯಂಕಾಲ 4.00 ಘಂಟೆಯವರೆಗೆ. ಟೆಂಡರಗಳನ್ನು ತೆರೆಯುವ ದಿನಾಂಕ 25-06-2024 ಸಾಯಂಕಾಲ 5.00 ಘಂಟೆಯ ನಂತರ. [481, 782, 695, 829]
article-credit: (ಹಸಿರುಕ್ರಾಂತಿ ವಾರ್ತೆ) [106, 619, 155, 628]
article-headline: ಶಾಸಕ ನಾರಾ ಭರತ್ ರೆಡ್ಡಿ [23, 477, 238, 494]
order-by: ನ್ಯಾಯಾಲಯದ ಅಪ್ಪಣೆಯ ಮೇರೆಗೆ [168, 1305, 237, 1312]
notice-title: : ನೋಟೀಸು : [798, 750, 833, 758]
black-dot-icon [834, 1445, 844, 1455]
date-kannada: ರವಿವಾರ ೧೬-೦೬-೨೦೨೪ [825, 23, 891, 32]
case-number: ಮಿಸಲೇನಿಯಸ್ ಪಿ.ಆ.ಸಂ : 473 /2024 [148, 1057, 237, 1064]
article-body: ಬಳ್ಳಾರಿ,ಜೂ.15: ಇಲ್ಲಿನ ಸಂಗೀತ ಕಲಾವಿದೆ ಕು.ವಿಭಾ ಕುಲಕರ್ಣಿ ಅವರು ತಿರುಮಲ ತಿರುಪತಿ ಶ್ರೀ ವೆಂಕಟೇಶ್ವರ ಸನ್ನಿಧಾನದಲ್ಲಿ ಸಂಗೀತ ಕಾರ್ಯಕ್ರಮ ನಡೆಸಿಕೊಟ್ಟರು. ಶ್ರೀ ಕ್ಷೇತ್ರ ತಿರುಮಲದ ಶ್ರೀ ವೆಂಕಟೇಶ್ವರ ಸನ್ನಿಧಾನದ ಆವರಣದಲ್ಲಿ ಟಿಟಿಡಿ ದೇವಸ್ಥಾನದ ಆಡಳಿತ ಮಂಡಳಿ ಅವರು, ಬಳ್ಳಾರಿಯ ಯುವ ಪ್ರತಿಭೆ ಕು.ವಿಭಾ ಕುಲಕರ್ಣಿ ಅವರಿಗೆ ಜೂ.11 ರಂದು ಸಂಜೆ ದಾಸವಾಣಿ ಕಾರ್ಯಕ್ರಮ ನಡೆಸಲು ಅವಕಾಶ ಕಲ್ಪಿಸಿದ್ದರು. ಸುಮಾರು ಕಂಠದಿಂದ ಸುಮಾರು ದೇವರ ಹಾಡುಗಳನ್ನು ಪ್ರಸ್ತುತ ಪಡಿಸಿ ಪ್ರಶಂಸೆಗಳಿಸಿದರು. ದೇಶದ ನಾನಾ ಭಾಗಗಳಿಂದ ಆಗಮಿಸಿದ ಭಕ್ತರು, ಸಂಗೀತ ಕಲಾವಿದರು ಕಾರ್ಯಕ್ರಮದಲ್ಲಿ ಭಾಗವಹಿಸಿ ಭಕ್ತಿಯಲ್ಲಿ ಮಿಂದೆದ್ದರು. [455, 600, 694, 652]
date-english: Sunday 16 June 2024 [805, 34, 891, 43]
court-notice-413 [474, 1053, 699, 1435]
advocate-sign: ಶ್ರೀ ಬಿ.ಹನುಮಂತ, ವಕೀಲರು, ಹೊಸಪೇಟೆ [23, 1313, 106, 1320]
blood-donation-photo [709, 102, 922, 220]
court-heading: ಮಾನ್ಯ 3ನೇ ಹೆಚ್ಚುವರಿ ಸಿವಿಲ್ ನ್ಯಾಯಾಧೀಶರು ಮತ್ತು ಪ್ರಥಮ ದರ್ಜೆ ನ್ಯಾಯಿಕ ದಂಡಾಧಿಕಾರಿಗಳವರ ನ್ಯಾಯಾಲಯ, ಹೊಸಪೇಟೆ [499, 1065, 674, 1081]
tender-footer: ವಾಅಸ/ವಾರ್ತಾ/ಪ್ರ/83/ಟೆಂಡರ್/2024-25 [252, 974, 335, 980]
table-cell: ಕೆ.ಪಿ.ಎಸ್ ಶಾಲೆ-2 [730, 565, 783, 576]
tender-zilla-panchayat [247, 704, 470, 1049]
notice-title: : ನೋಟೀಸು : [113, 1129, 147, 1137]
respondent: ತಹಶೀಲ್ದಾರರು ಹಾಗೂ ಜನನ ಮತ್ತು ಮರಣ ನೊಂದಣಾಧಿಕಾರಿಗಳು ಹೊಸಪೇಟೆ, ವಿಜಯನಗರ ಜಿಲ್ಲೆ [479, 1113, 673, 1120]
notice-body: ಮೇಲ್ಕಾಣಿಸಿದ ಅರ್ಜಿದಾರರು 1.ವಿರುಪಾಕ್ಷಿ ತಂದೆ ಹನುಮಂತಪ್ಪ ವಯಸ್ಸು 52 ವರ್ಷ, ವಾಸ : ಶ್ರೀರಾಮರಂಗಾಪುರ ಗ್ರಾಮ, ಕಂಪ್ಲಿ ತಾಲ್ಲೂಕು ಇವರ ಜನನ ದಿನಾಂಕ 25-03-1995 ರಂದು ಆಗಿದ್ದು, ಸದರಿ ಜನನವನ್ನು ನೋಂದಾಯಿಸಲು ಜನನ ಮತ್ತು ಮರಣ ನೋಂದಣಿ ಕಾಯ್ದೆ 13(3) ಅಡಿಯಲ್ಲಿ ಅರ್ಜಿ ಸಲ್ಲಿಸಿರುತ್ತಾರೆ. ಈ ಕುರಿತು ಯಾರಿಗಾದರೂ ತಕರಾರು ಇದ್ದಲ್ಲಿ ದಿನಾಂಕ 18-07-2024 ರಂದು ಬೆಳಿಗ್ಗೆ 11.00 ಗಂಟೆಗೆ ನ್ಯಾಯಾಲಯದ ಮುಂದೆ ಹಾಜರಾಗಿ ತಮ್ಮ ತಕರಾರು ಸಲ್ಲಿಸತಕ್ಕದ್ದು. ತಪ್ಪಿದಲ್ಲಿ ಏಕಪಕ್ಷೀಯವಾಗಿ ಆದೇಶ ಮಾಡಲಾಗುವುದು. ದಿನಾಂಕ : 17-05-2024 [709, 758, 922, 805]
article-tirumala [247, 574, 700, 700]
court-heading: ಮಾನ್ಯ 3ನೇ ಹೆಚ್ಚುವರಿ ಸಿವಿಲ್ ನ್ಯಾಯಾಧೀಶರು ಮತ್ತು ಪ್ರಥಮ ದರ್ಜೆ ನ್ಯಾಯಿಕ ದಂಡಾಧಿಕಾರಿಗಳವರ ನ್ಯಾಯಾಲಯ, ಹೊಸಪೇಟೆ [727, 1065, 903, 1081]
tender-signature-left: ಸಹಿ/-ಮುಖ್ಯಾಧಿಕಾರಿಗಳು, ಪಟ್ಟಣ ಪಂಚಾಯತ ಕಾಗವಾಡ [481, 962, 573, 977]
respondent: ತಹಶೀಲ್ದಾರರು ಹಾಗೂ ಜನನ ಮತ್ತು ಮರಣ ನೊಂದಣಾಧಿಕಾರಿಗಳು ಹೊಸಪೇಟೆ, ವಿಜಯನಗರ ಜಿಲ್ಲೆ [708, 1113, 902, 1120]
tender-banner: ಅಲ್ಪಾವಧಿ ಟೆಂಡರ್ ಪ್ರಕಟಣೆ [709, 494, 922, 504]
judge-sign: ಸಹಿ/- ಹೆಚ್ಚುವರಿ ಸಿವಿಲ್ ನ್ಯಾಯಾಧೀಶರು ಮತ್ತು ಜೆ.ಎಂ.ಎಫ್.ಸಿ ನ್ಯಾಯಾಲಯ, ಹೊಸಪೇಟೆ [370, 1313, 465, 1328]
order-by: ನ್ಯಾಯಾಲಯದ ಅಪ್ಪಣೆಯ ಮೇರೆಗೆ [396, 1305, 465, 1312]
petitioner: ಸುಜಾತಮ್ಮ ಮತ್ತು ಇತರರು [251, 1089, 305, 1096]
tender-dates: ಟೆಂಡರ್ ಸಲ್ಲಿಸಲು ದಿನಾಂಕ : 15-06-2024 ರಿಂದ 28-06-2024 ರವರೆಗೆ [709, 578, 870, 585]
judge-sign: ಸಹಿ/- ಹೆಚ್ಚುವರಿ ಸಿವಿಲ್ ನ್ಯಾಯಾಧೀಶರು ಮತ್ತು ಜೆ.ಎಂ.ಎಫ್.ಸಿ ನ್ಯಾಯಾಲಯ, ಹೊಸಪೇಟೆ [827, 916, 922, 931]
role-respondent: ....ಎದುರುದಾರರು [199, 1121, 237, 1128]
felicitation-photo [87, 908, 237, 978]
article-credit: (ಹಸಿರುಕ್ರಾಂತಿ ವಾರ್ತೆ) [386, 603, 434, 612]
tender-website: ಹೆಚ್ಚಿನ ಮಾಹಿತಿಗಾಗಿ Website: www.kagwadtown.mrc.gov.in & www.KPPP.karnataka.gov.in [495, 944, 681, 959]
role-respondent: ....ಎದುರುದಾರರು [884, 742, 922, 749]
notice-title: : ನೋಟೀಸು : [569, 1129, 604, 1137]
magenta-dot-icon [346, 1445, 356, 1455]
advocate-sign: ಶ್ರೀ ಬಿ.ಹನುಮಂತ, ವಕೀಲರು, ಹೊಸಪೇಟೆ [479, 1313, 562, 1320]
registration-dots [560, 1440, 616, 1459]
notice-title: : ನೋಟೀಸು : [798, 1129, 832, 1137]
article-credit: (ಹಸಿರುಕ್ರಾಂತಿ ವಾರ್ತೆ) [374, 218, 422, 227]
article-headline: ಪ್ರಾಂಶುಪಾಲರಿಗೆ, ಮುಖ್ಯಗುರುಗಳಿಗೆ ಒಂದು ದಿನದ ಕಾರ್ಯಾಗಾರ [345, 67, 602, 82]
black-dot-icon [374, 1445, 384, 1455]
tender-ref: ಸಂ: ಕಾಅಇ/ಪಂ.ರಾ.ಇಂ.ವಿ/ಬಿ/ಟೆಂ/2024-25/247 ದಿನಾಂಕ 15/06/2024 [252, 742, 418, 749]
role-respondent: ....ಎದುರುದಾರರು [884, 1121, 922, 1128]
tender-body: ಕರ್ನಾಟಕ ರಾಜ್ಯಪಾಲರ ಪರವಾಗಿ ಕಾರ್ಯನಿರ್ವಾಹಕ ಅಭಿಯಂತರರು ಪಂ.ರಾ.ಇಂ. ವಿಭಾಗ ಬಳ್ಳಾರಿ ಇವರು 2024-25ನೇ ಸಾಲಿನ ಕಾಮಗಾರಿಗಳಿಗೆ ಕೆ.ಡಬ್ಲ್ಯೂ.-4 ನಮೂನೆಯಲ್ಲಿ ಇ-ಪ್ರೊಕ್ಯೂರ್‌ಮೆಂಟ್ ಮುಖಾಂತರ ಟೆಂಡರ್ ಆಹ್ವಾನಿಸಲಾಗಿದೆ. ಟೆಂಡರ್ ದಾಖಲಾತಿಗಳನ್ನು https://kppp.karnataka.gov.in ಮೂಲಕ ಪಡೆಯಬಹುದು. ಟೆಂಡರ್ ಸಲ್ಲಿಸಲು ಕೊನೆಯ ದಿನಾಂಕ 24/06/2024 ಸಂಜೆ 4.00 ಗಂಟೆ. ತಾಂತ್ರಿಕ ಬಿಡ್ ತೆರೆಯುವ ದಿನಾಂಕ 25/06/2024. ಹೆಚ್ಚಿನ ಮಾಹಿತಿಗಾಗಿ ಕಛೇರಿ ವೇಳೆಯಲ್ಲಿ ದೂರವಾಣಿ 08392-266173 ಸಂಪರ್ಕಿಸಬಹುದು. [252, 764, 465, 811]
newspaper-title: ಹಸಿರು ಕ್ರಾಂತಿ [22, 28, 95, 48]
article-body-intro: ಬೆಳಗಾವಿ, ಜೂ.15: ಬೆಳಗಾವಿ ನಗರಾ ಭಿವೃದ್ಧಿ ಪ್ರಾಧಿಕಾರದ ಸಭೆ ಶನಿವಾರ ನಡೆಯಿತು. ಜಿಲ್ಲಾ ಉಸ್ತುವಾರಿ ಸಚಿವರ ಸನ್ಮಾನ ಮಾಡಲಾಯಿತು. ಮಹಿಳಾ ಮತ್ತು ಮಕ್ಕಳ ಅಭಿವೃದ್ಧಿ [23, 907, 83, 968]
advocate-sign: ಶ್ರೀ ಬಿ.ಹನುಮಂತ, ವಕೀಲರು, ಹೊಸಪೇಟೆ [709, 916, 792, 923]
tender-sub: ಕಾಗವಾಡ (STD 08331-200174) ಜಿ:ಬೆಳಗಾವಿ [528, 722, 648, 729]
